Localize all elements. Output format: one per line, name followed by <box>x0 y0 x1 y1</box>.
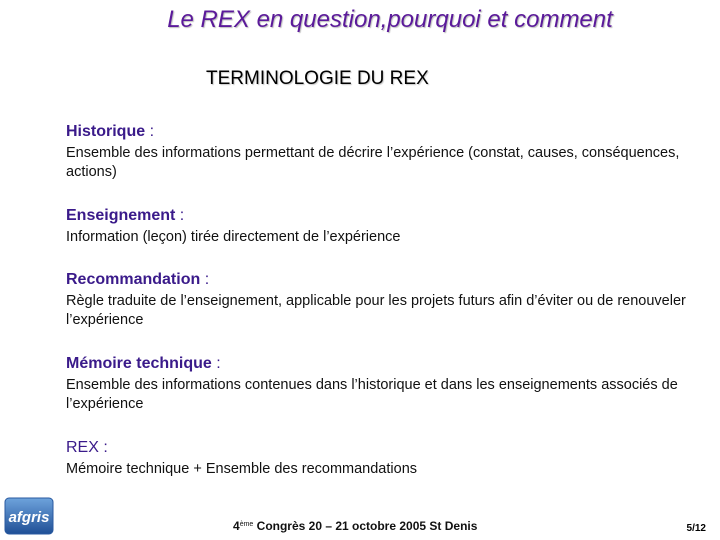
term-definition: Mémoire technique + Ensemble des recommandations <box>66 461 418 477</box>
term-colon: : <box>211 355 221 372</box>
afgris-logo <box>4 497 54 535</box>
term-definition: Ensemble des informations permettant de décrire l’expérience (constat, causes, conséquences, actions) <box>66 145 680 180</box>
term-definition: Ensemble des informations contenues dans l’historique et dans les enseignements associés de l’expérience <box>66 377 678 412</box>
term-label: Historique <box>66 123 146 140</box>
slide-title: Le REX en question,pourquoi et comment <box>167 6 613 33</box>
page-number: 5/12 <box>686 523 706 534</box>
term-rex <box>66 438 686 479</box>
term-label: Enseignement <box>66 207 176 224</box>
footer-sup: ème <box>239 521 254 528</box>
footer-num: 4 <box>233 519 240 533</box>
term-memoire-technique <box>66 354 686 414</box>
footer-text: Congrès 20 – 21 octobre 2005 St Denis <box>253 519 478 533</box>
term-colon: : <box>200 271 210 288</box>
term-recommandation <box>66 270 686 330</box>
term-label: Recommandation <box>66 271 201 288</box>
term-label: REX <box>66 439 99 456</box>
term-definition: Règle traduite de l’enseignement, applicable pour les projets futurs afin d’éviter ou de renouveler l’expérience <box>66 293 686 328</box>
section-subtitle: TERMINOLOGIE DU REX <box>206 68 429 89</box>
term-label: Mémoire technique <box>66 355 212 372</box>
term-definition: Information (leçon) tirée directement de l’expérience <box>66 229 401 245</box>
footer-congress <box>233 519 477 533</box>
logo-text: afgris <box>8 509 50 526</box>
term-colon: : <box>175 207 185 224</box>
term-colon: : <box>145 123 155 140</box>
term-colon: : <box>98 439 108 456</box>
term-historique <box>66 122 686 182</box>
term-enseignement <box>66 206 686 247</box>
